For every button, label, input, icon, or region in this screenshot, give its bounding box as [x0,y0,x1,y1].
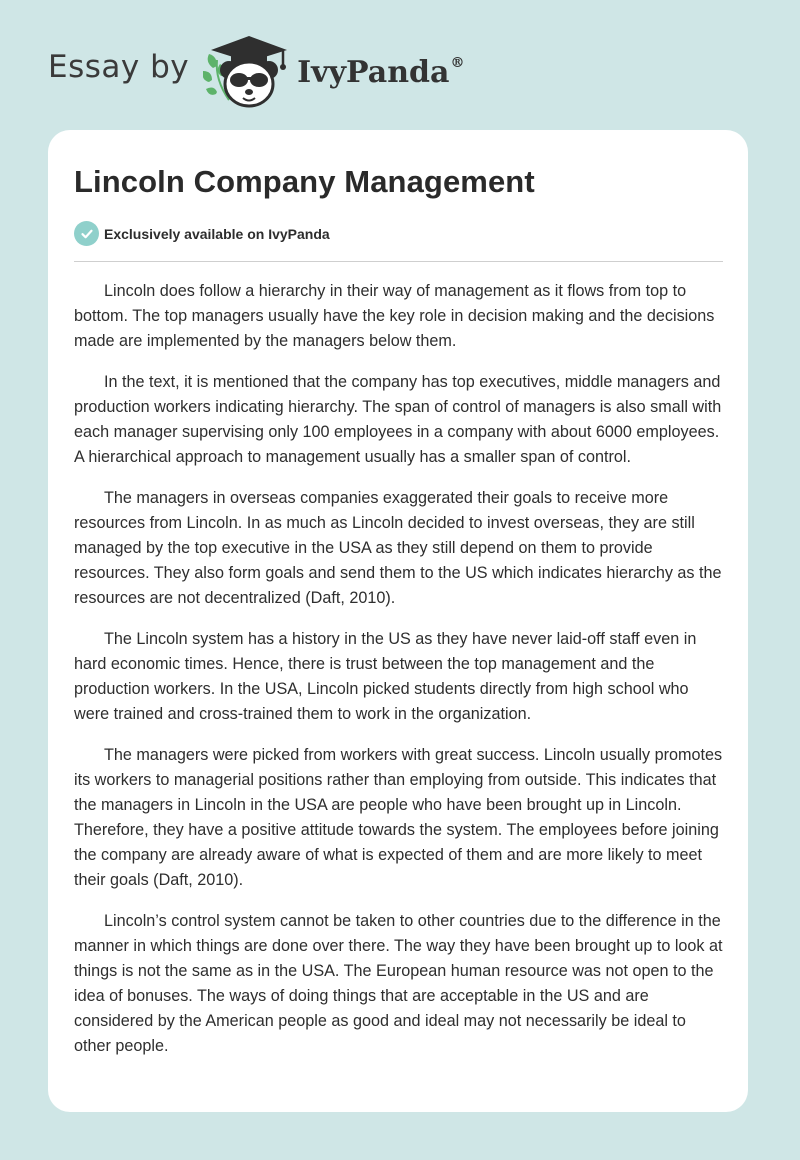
paragraph: Lincoln’s control system cannot be taken to other countries due to the difference in the manner in which things are done over there. The way they have been brought up to look at things is not the same as in the USA. The European human resource was not open to the idea of bonuses. The ways of doing things that are acceptable in the US and are considered by the American people as good and ideal may not necessarily be ideal to other people. [74,912,723,1055]
availability-badge [74,221,330,246]
paragraph: The Lincoln system has a history in the US as they have never laid-off staff even in hard economic times. Hence, there is trust between the top management and the production workers. In the USA, Lincoln picked students directly from high school who were trained and cross-trained them to work in the organization. [74,630,697,723]
essay-card [48,130,748,1112]
paragraph: The managers were picked from workers with great success. Lincoln usually promotes its workers to managerial positions rather than employing from outside. This indicates that the managers in Lincoln in the USA are people who have been brought up in Lincoln. Therefore, they have a positive attitude towards the system. The employees before joining the company are already aware of what is expected of them and are more likely to meet their goals (Daft, 2010). [74,746,723,889]
badge-text: Exclusively available on IvyPanda [104,225,330,242]
site-header [48,30,464,110]
paragraph: The managers in overseas companies exaggerated their goals to receive more resources from Lincoln. In as much as Lincoln decided to invest overseas, they are still managed by the top executive in the USA as they still depend on them to provide resources. They also form goals and send them to the US which indicates hierarchy as the resources are not decentralized (Daft, 2010). [74,489,722,607]
page-title: Lincoln Company Management [74,164,535,199]
article-body [74,279,724,1075]
essay-by-label: Essay by [48,49,190,85]
registered-mark: ® [450,54,465,71]
paragraph: In the text, it is mentioned that the company has top executives, middle managers and production workers indicating hierarchy. The span of control of managers is also small with each manager supervising only 100 employees in a company with about 6000 employees. A hierarchical approach to management usually has a smaller span of control. [74,373,722,466]
divider [74,261,723,262]
check-circle-icon [74,221,99,246]
paragraph: Lincoln does follow a hierarchy in their way of management as it flows from top to bottom. The top managers usually have the key role in decision making and the decisions made are implemented by the managers below them. [74,282,715,350]
brand-text: IvyPanda [297,54,450,90]
panda-logo-icon [203,30,295,110]
brand-name [297,55,464,90]
